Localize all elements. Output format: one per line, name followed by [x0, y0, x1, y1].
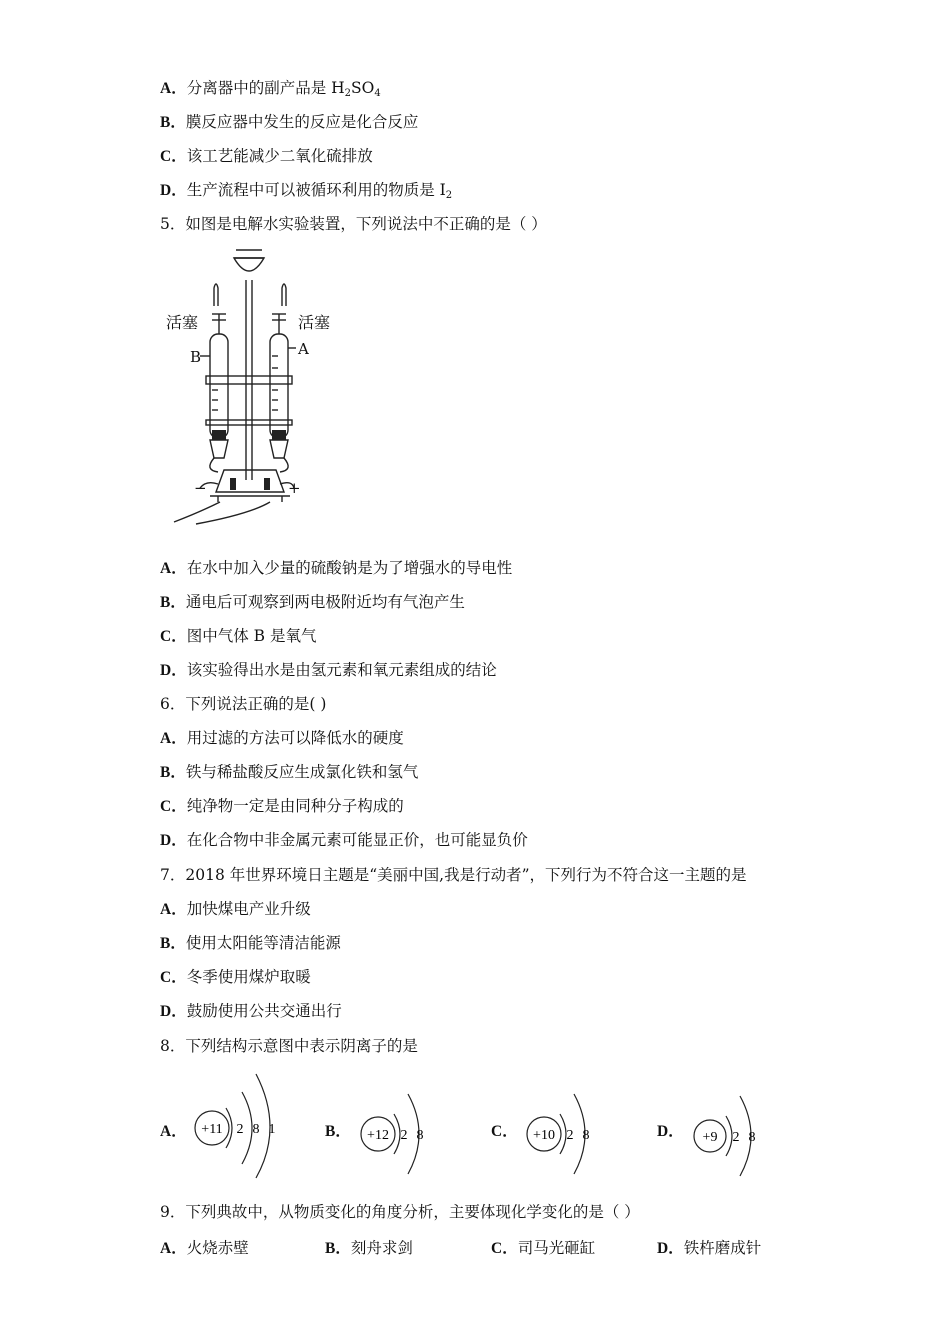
- q4-option-b: B．膜反应器中发生的反应是化合反应: [160, 113, 419, 131]
- q5-option-a: A．在水中加入少量的硫酸钠是为了增强水的导电性: [160, 559, 513, 577]
- positive-terminal-label: +: [288, 479, 301, 497]
- shell-arc: [726, 1116, 732, 1156]
- q6-option-b: B．铁与稀盐酸反应生成氯化铁和氢气: [160, 763, 419, 781]
- shell-electrons: 8: [416, 1128, 424, 1143]
- tube-b-label: B: [190, 348, 202, 366]
- q9-stem: 9．下列典故中，从物质变化的角度分析，主要体现化学变化的是（ ）: [160, 1203, 640, 1221]
- q7-option-c: C．冬季使用煤炉取暖: [160, 968, 311, 986]
- q5-option-c: C．图中气体 B 是氧气: [160, 627, 317, 645]
- q7-option-d: D．鼓励使用公共交通出行: [160, 1002, 342, 1020]
- q6-option-d: D．在化合物中非金属元素可能显正价，也可能显负价: [160, 831, 528, 849]
- shell-arc: [242, 1092, 252, 1164]
- nucleus-charge: +9: [702, 1130, 718, 1145]
- q7-option-a: A．加快煤电产业升级: [160, 900, 311, 918]
- electrolysis-apparatus-figure: [160, 244, 340, 530]
- nucleus-charge: +10: [533, 1128, 555, 1143]
- stopcock-left-label: 活塞: [166, 313, 199, 332]
- q7-stem: 7．2018 年世界环境日主题是“美丽中国,我是行动者”，下列行为不符合这一主题的是: [160, 866, 747, 884]
- q9-option-b: B．刻舟求剑: [325, 1239, 413, 1257]
- q6-stem: 6．下列说法正确的是( ): [160, 695, 327, 713]
- tube-a-label: A: [298, 340, 309, 358]
- q7-option-b: B．使用太阳能等清洁能源: [160, 934, 341, 952]
- nucleus-charge: +11: [201, 1122, 223, 1137]
- electrolysis-apparatus-drawing: [160, 244, 340, 530]
- q4-option-d: D．生产流程中可以被循环利用的物质是 $I_2$: [160, 181, 453, 201]
- shell-electrons: 8: [582, 1128, 590, 1143]
- stopcock-right-label: 活塞: [298, 313, 331, 332]
- q8-option-d-structure: [690, 1090, 770, 1184]
- shell-electrons: 1: [268, 1122, 276, 1137]
- q8-stem: 8．下列结构示意图中表示阴离子的是: [160, 1037, 418, 1055]
- shell-electrons: 2: [566, 1128, 574, 1143]
- q9-option-c: C．司马光砸缸: [491, 1239, 596, 1257]
- q8-option-c-structure: [522, 1088, 602, 1182]
- shell-electrons: 2: [236, 1122, 244, 1137]
- shell-electrons: 2: [732, 1130, 740, 1145]
- q9-option-a: A．火烧赤壁: [160, 1239, 249, 1257]
- shell-electrons: 2: [400, 1128, 408, 1143]
- shell-electrons: 8: [748, 1130, 756, 1145]
- q8-option-d-label: D．: [657, 1123, 684, 1140]
- q8-option-a-label: A．: [160, 1123, 187, 1140]
- q6-option-a: A．用过滤的方法可以降低水的硬度: [160, 729, 404, 747]
- q9-option-d: D．铁杵磨成针: [657, 1239, 762, 1257]
- q8-option-b-label: B．: [325, 1123, 351, 1140]
- q4-option-a: A．分离器中的副产品是 $H_2SO_4$: [160, 79, 381, 99]
- q8-option-b-structure: [356, 1088, 436, 1182]
- q8-option-a-structure: [190, 1070, 290, 1184]
- q6-option-c: C．纯净物一定是由同种分子构成的: [160, 797, 404, 815]
- q5-stem: 5．如图是电解水实验装置，下列说法中不正确的是（ ）: [160, 215, 547, 233]
- q8-option-c-label: C．: [491, 1123, 518, 1140]
- q4-option-c: C．该工艺能减少二氧化硫排放: [160, 147, 373, 165]
- q5-option-d: D．该实验得出水是由氢元素和氧元素组成的结论: [160, 661, 497, 679]
- nucleus-charge: +12: [367, 1128, 389, 1143]
- negative-terminal-label: −: [194, 479, 207, 497]
- q5-option-b: B．通电后可观察到两电极附近均有气泡产生: [160, 593, 465, 611]
- shell-electrons: 8: [252, 1122, 260, 1137]
